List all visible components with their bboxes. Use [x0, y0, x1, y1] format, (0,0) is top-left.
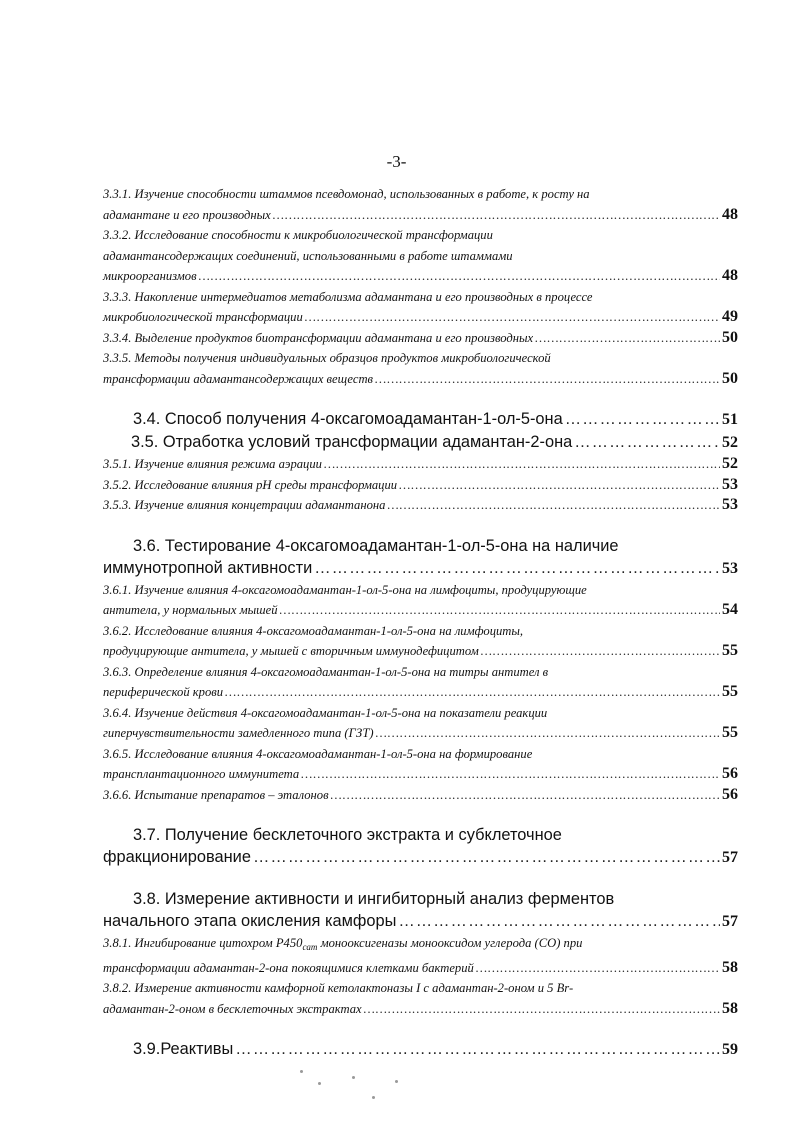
toc-entry-text-line: [103, 933, 738, 958]
dot-leader: [324, 454, 720, 475]
toc-entry-text: 3.3.4. Выделение продуктов биотрансформации адамантана и его производных: [103, 330, 534, 345]
toc-page-number: 48: [722, 267, 738, 284]
toc-entry-text: 3.6.4. Изучение действия 4-оксагомоадамантан-1-ол-5-она на показатели реакции: [103, 705, 548, 720]
scan-speck: [318, 1082, 321, 1085]
toc-page-number: 51: [722, 411, 738, 428]
toc-entry-3-6-5[interactable]: [103, 744, 738, 785]
toc-entry-3-3-3[interactable]: [103, 287, 738, 328]
toc-entry-text: адамантан-2-оном в бесклеточных экстрактах: [103, 1001, 362, 1016]
toc-entry-text: 3.8. Измерение активности и ингибиторный анализ ферментов: [133, 890, 615, 908]
toc-page-number: 48: [722, 205, 738, 223]
toc-entry-3-6-4[interactable]: [103, 703, 738, 744]
toc-page-number: 55: [722, 642, 738, 659]
dot-leader: [199, 266, 720, 287]
toc-page-number: 52: [722, 455, 738, 472]
toc-entry-3-8-1[interactable]: [103, 933, 738, 978]
toc-entry-text: адамантане и его производных: [103, 207, 271, 222]
subscript-cam: cam: [302, 942, 318, 952]
toc-page-number: 55: [722, 724, 738, 741]
dot-leader: [398, 910, 720, 932]
toc-entry-text: начального этапа окисления камфоры: [103, 912, 397, 930]
toc-entry-3-6-2[interactable]: [103, 621, 738, 662]
dot-leader: [364, 999, 720, 1020]
toc-entry-3-3-4[interactable]: [103, 328, 738, 349]
toc-entry-text: антитела, у нормальных мышей: [103, 603, 278, 617]
toc-entry-text: микроорганизмов: [103, 269, 197, 283]
toc-entry-text: трансплантационного иммунитета: [103, 767, 300, 781]
toc-entry-text: 3.3.3. Накопление интермедиатов метаболизма адамантана и его производных в процессе: [103, 289, 593, 304]
toc-entry-3-4[interactable]: [103, 408, 738, 431]
toc-entry-3-6-1[interactable]: [103, 580, 738, 621]
toc-entry-text: 3.8.1. Ингибирование цитохром P450: [103, 936, 303, 950]
dot-leader: [301, 764, 720, 785]
toc-entry-3-3-1[interactable]: [103, 184, 738, 225]
toc-page-number: 57: [722, 849, 738, 866]
dot-leader: [225, 682, 720, 703]
dot-leader: [565, 408, 720, 430]
toc-entry-text: трансформации адамантансодержащих веществ: [103, 371, 374, 386]
dot-leader: [476, 958, 720, 979]
toc-entry-text: 3.5. Отработка условий трансформации адамантан-2-она: [131, 433, 573, 451]
dot-leader: [574, 431, 720, 453]
scan-speck: [300, 1070, 303, 1073]
toc-entry-3-5-3[interactable]: [103, 495, 738, 516]
toc-page-number: 56: [722, 765, 738, 782]
dot-leader: [253, 846, 720, 868]
toc-entry-3-5-2[interactable]: [103, 475, 738, 496]
dot-leader: [535, 328, 720, 349]
dot-leader: [387, 495, 720, 516]
toc-entry-text: периферической крови: [103, 685, 224, 699]
scan-speck: [352, 1076, 355, 1079]
dot-leader: [235, 1038, 720, 1060]
toc-page-number: 49: [722, 308, 738, 325]
toc-entry-text: монооксигеназы монооксидом углерода (CO) при: [317, 936, 583, 950]
toc-entry-text: 3.3.5. Методы получения индивидуальных образцов продуктов микробиологической: [103, 351, 551, 365]
toc-page-number: 53: [722, 496, 738, 513]
toc-entry-3-3-5[interactable]: [103, 348, 738, 389]
dot-leader: [314, 557, 720, 579]
toc-entry-3-6-3[interactable]: [103, 662, 738, 703]
toc-entry-text: 3.3.2. Исследование способности к микробиологической трансформации: [103, 228, 493, 242]
toc-page-number: 57: [722, 913, 738, 930]
dot-leader: [399, 475, 720, 496]
table-of-contents: [103, 184, 738, 1061]
dot-leader: [273, 205, 720, 226]
toc-page-number: 52: [722, 434, 738, 451]
toc-entry-3-8-2[interactable]: [103, 978, 738, 1019]
toc-entry-3-6-6[interactable]: [103, 785, 738, 806]
toc-page-number: 58: [722, 999, 738, 1017]
toc-page-number: 50: [722, 328, 738, 346]
toc-page-number: 50: [722, 369, 738, 387]
dot-leader: [280, 600, 720, 621]
toc-entry-3-8[interactable]: [103, 888, 738, 933]
toc-page-number: 56: [722, 785, 738, 803]
toc-entry-text: адамантансодержащих соединений, использованными в работе штаммами: [103, 248, 513, 263]
dot-leader: [376, 723, 720, 744]
toc-entry-text: трансформации адамантан-2-она покоящимися клетками бактерий: [103, 960, 474, 975]
toc-entry-text: 3.7. Получение бесклеточного экстракта и субклеточное: [133, 826, 562, 844]
toc-page-number: 58: [722, 958, 738, 976]
toc-entry-text: микробиологической трансформации: [103, 310, 303, 324]
toc-page-number: 55: [722, 683, 738, 700]
toc-entry-text: 3.6.5. Исследование влияния 4-оксагомоадамантан-1-ол-5-она на формирование: [103, 746, 533, 761]
toc-entry-text: 3.6.6. Испытание препаратов – эталонов: [103, 787, 329, 802]
toc-page-number: 53: [722, 475, 738, 493]
toc-entry-text: гиперчувствительности замедленного типа (ГЗТ): [103, 726, 374, 740]
toc-entry-text: иммунотропной активности: [103, 558, 313, 577]
toc-entry-text: 3.6. Тестирование 4-оксагомоадамантан-1-ол-5-она на наличие: [133, 536, 619, 555]
toc-entry-text: 3.6.3. Определение влияния 4-оксагомоадамантан-1-ол-5-она на титры антител в: [103, 664, 549, 679]
toc-page-number: 59: [722, 1041, 738, 1058]
toc-entry-text: 3.5.3. Изучение влияния концетрации адамантанона: [103, 498, 386, 512]
toc-entry-3-5[interactable]: [103, 431, 738, 454]
toc-entry-text: продуцирующие антитела, у мышей с вторичным иммунодефицитом: [103, 644, 479, 658]
dot-leader: [331, 785, 720, 806]
dot-leader: [375, 369, 720, 390]
toc-entry-3-9[interactable]: [103, 1038, 738, 1061]
toc-entry-text: 3.3.1. Изучение способности штаммов псевдомонад, использованных в работе, к росту на: [103, 187, 590, 201]
toc-entry-3-6[interactable]: [103, 535, 738, 580]
toc-page-number: 53: [722, 559, 738, 577]
toc-entry-text: 3.8.2. Измерение активности камфорной кетолактоназы I с адамантан-2-оном и 5 Br-: [103, 981, 574, 995]
scan-speck: [372, 1096, 375, 1099]
toc-entry-text: фракционирование: [103, 848, 251, 866]
scan-speck: [395, 1080, 398, 1083]
page-number: -3-: [386, 152, 407, 171]
toc-entry-text: 3.5.1. Изучение влияния режима аэрации: [103, 457, 322, 471]
toc-entry-3-5-1[interactable]: [103, 454, 738, 475]
toc-entry-text: 3.6.2. Исследование влияния 4-оксагомоадамантан-1-ол-5-она на лимфоциты,: [103, 623, 524, 638]
toc-entry-text: 3.9.Реактивы: [133, 1040, 234, 1058]
dot-leader: [305, 307, 720, 328]
toc-entry-3-7[interactable]: [103, 824, 738, 869]
toc-entry-text: 3.6.1. Изучение влияния 4-оксагомоадамантан-1-ол-5-она на лимфоциты, продуцирующие: [103, 582, 587, 597]
toc-entry-text: 3.5.2. Исследование влияния pH среды трансформации: [103, 477, 398, 492]
toc-page-number: 54: [722, 601, 738, 618]
toc-entry-text: 3.4. Способ получения 4-оксагомоадамантан-1-ол-5-она: [133, 410, 563, 428]
dot-leader: [481, 641, 720, 662]
toc-entry-3-3-2[interactable]: [103, 225, 738, 287]
